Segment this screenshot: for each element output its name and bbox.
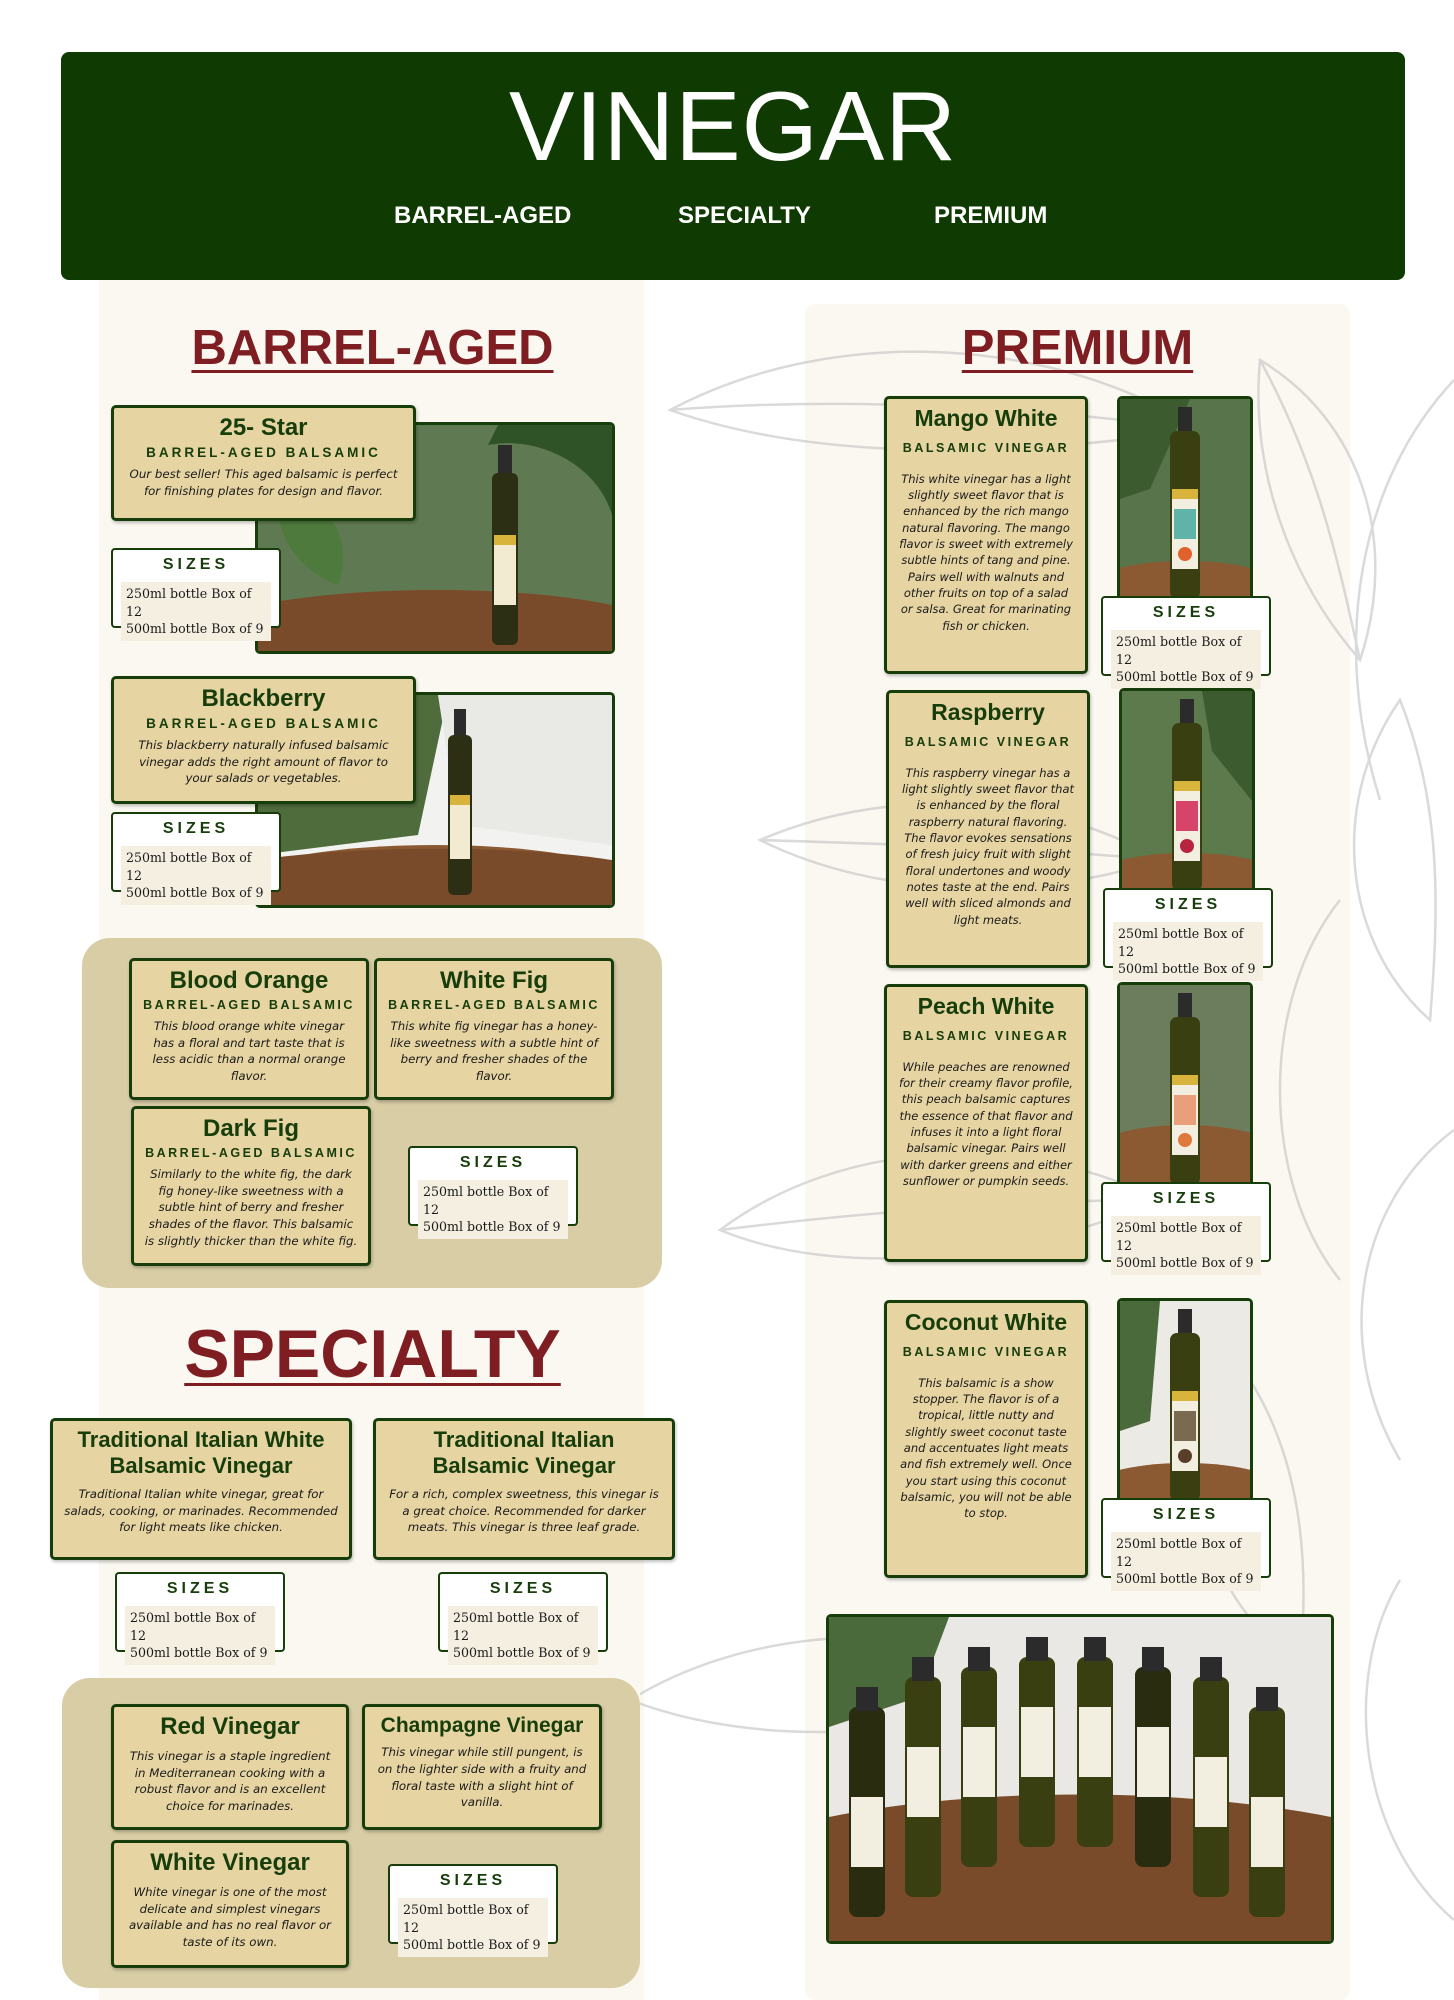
raspberry-card [886,690,1090,968]
mango-white-description: This white vinegar has a light slightly sweet flavor that is enhanced by the rich mango natural flavoring. The mango flavor is sweet with extremely subtle hints of tang and pine. Pairs well with walnuts and other fruits on top of a salad or salsa. Great for marinating fish or chicken. [899,471,1073,633]
fig-orange-sizes-box [408,1146,578,1235]
champagne-vinegar-title: Champagne Vinegar [380,1714,584,1737]
traditional-white-balsamic-description: Traditional Italian white vinegar, great for salads, cooking, or marinades. Recommended for light meats like chicken. [64,1486,338,1535]
coconut-white-sizes-box [1101,1498,1271,1587]
white-fig-description: This white fig vinegar has a honey-like sweetness with a subtle hint of berry and fresher shades of the flavor. [390,1018,598,1084]
traditional-balsamic-description: For a rich, complex sweetness, this vinegar is a great choice. Recommended for darker meats. This vinegar is three leaf grade. [389,1486,659,1535]
sizes-title: SIZES [162,820,230,837]
raspberry-sizes-box [1103,888,1273,977]
sizes-title: SIZES [489,1580,557,1597]
traditional-balsamic-card [373,1418,675,1560]
blood-orange-card [129,958,369,1100]
white-fig-title: White Fig [440,967,548,994]
size-250ml: 250ml bottle Box of 12 [423,1184,549,1217]
blackberry-description: This blackberry naturally infused balsamic vinegar adds the right amount of flavor to your salads or vegetables. [138,737,389,786]
red-vinegar-title: Red Vinegar [160,1713,300,1740]
traditional-white-sizes-box [115,1572,285,1661]
traditional-balsamic-sizes-box [438,1572,608,1661]
sizes-title: SIZES [1152,1506,1220,1523]
nav-specialty-link[interactable]: SPECIALTY [678,202,811,229]
sizes-list [121,582,271,641]
coconut-white-subtitle: BALSAMIC VINEGAR [902,1344,1070,1359]
mango-white-photo [1117,396,1253,604]
nav-barrel-aged-link[interactable]: BARREL-AGED [394,202,572,229]
coconut-white-description: This balsamic is a show stopper. The flavor is of a tropical, little nutty and slightly sweet coconut taste and accentuates light meats and fish extremely well. Once you start using this coconut balsamic, you will not be able to stop. [900,1375,1072,1521]
traditional-white-balsamic-title: Traditional Italian White Balsamic Vinegar [77,1427,325,1479]
blackberry-card [111,676,416,804]
25-star-card [111,405,416,521]
25-star-subtitle: BARREL-AGED BALSAMIC [146,444,381,460]
dark-fig-description: Similarly to the white fig, the dark fig honey-like sweetness with a subtle hint of berry and fresher shades of the flavor. This balsamic is slightly thicker than the white fig. [144,1166,358,1248]
coconut-white-title: Coconut White [904,1309,1068,1335]
blood-orange-subtitle: BARREL-AGED BALSAMIC [143,997,355,1012]
sizes-title: SIZES [1154,896,1222,913]
peach-white-card [884,984,1088,1262]
nav-premium-link[interactable]: PREMIUM [934,202,1048,229]
white-fig-card [374,958,614,1100]
dark-fig-card [131,1106,371,1266]
peach-white-photo [1117,982,1253,1190]
specialty-section-title: SPECIALTY [184,1316,561,1392]
red-champagne-white-sizes-box [388,1864,558,1953]
sizes-list [1111,630,1261,689]
peach-white-sizes-box [1101,1182,1271,1271]
mango-white-title: Mango White [914,405,1058,431]
white-vinegar-title: White Vinegar [150,1849,310,1876]
peach-white-title: Peach White [917,993,1055,1019]
coconut-white-card [884,1300,1088,1578]
size-500ml: 500ml bottle Box of 9 [1118,961,1256,977]
blackberry-title: Blackberry [201,685,326,712]
sizes-list [418,1180,568,1239]
sizes-title: SIZES [166,1580,234,1597]
white-fig-subtitle: BARREL-AGED BALSAMIC [388,997,600,1012]
mango-white-subtitle: BALSAMIC VINEGAR [902,440,1070,455]
size-500ml: 500ml bottle Box of 9 [1116,1255,1254,1271]
size-500ml: 500ml bottle Box of 9 [1116,1571,1254,1587]
sizes-list [1111,1532,1261,1591]
sizes-list [121,846,271,905]
sizes-list [448,1606,598,1665]
25-star-title: 25- Star [219,414,308,441]
size-500ml: 500ml bottle Box of 9 [1116,669,1254,685]
champagne-vinegar-card [362,1704,602,1830]
sizes-list [1111,1216,1261,1275]
size-500ml: 500ml bottle Box of 9 [403,1937,541,1953]
25-star-sizes-box [111,548,281,637]
size-250ml: 250ml bottle Box of 12 [1116,1536,1242,1569]
sizes-title: SIZES [459,1154,527,1171]
white-vinegar-card [111,1840,349,1968]
sizes-list [398,1898,548,1957]
premium-section-title: PREMIUM [961,321,1194,375]
peach-white-description: While peaches are renowned for their creamy flavor profile, this peach balsamic captures the essence of that flavor and infuses it into a light floral balsamic vinegar. Pairs well with darker greens and either sunflower or pumpkin seeds. [899,1059,1073,1188]
size-250ml: 250ml bottle Box of 12 [1118,926,1244,959]
white-vinegar-description: White vinegar is one of the most delicate and simplest vinegars available and has no real flavor or taste of its own. [128,1884,332,1950]
champagne-vinegar-description: This vinegar while still pungent, is on the lighter side with a fruity and floral taste with a slight hint of vanilla. [377,1745,587,1810]
dark-fig-subtitle: BARREL-AGED BALSAMIC [145,1145,357,1160]
raspberry-description: This raspberry vinegar has a light slightly sweet flavor that is enhanced by the floral raspberry natural flavoring. The flavor evokes sensations of fresh juicy fruit with slight floral undertones and woody notes taste at the end. Pairs well with sliced almonds and light meats. [901,765,1075,927]
size-250ml: 250ml bottle Box of 12 [130,1610,256,1643]
size-250ml: 250ml bottle Box of 12 [453,1610,579,1643]
sizes-title: SIZES [1152,1190,1220,1207]
barrel-aged-section-title: BARREL-AGED [191,321,554,375]
red-vinegar-card [111,1704,349,1830]
raspberry-title: Raspberry [931,699,1045,725]
sizes-title: SIZES [162,556,230,573]
size-500ml: 500ml bottle Box of 9 [126,885,264,901]
coconut-white-photo [1117,1298,1253,1506]
size-250ml: 250ml bottle Box of 12 [126,850,252,883]
mango-white-sizes-box [1101,596,1271,685]
traditional-balsamic-title: Traditional Italian Balsamic Vinegar [432,1427,616,1479]
size-250ml: 250ml bottle Box of 12 [1116,634,1242,667]
vinegar-collection-photo [826,1614,1334,1944]
page-title: VINEGAR [508,71,958,181]
blood-orange-description: This blood orange white vinegar has a floral and tart taste that is less acidic than a normal orange flavor. [152,1018,346,1084]
dark-fig-title: Dark Fig [202,1115,300,1142]
size-250ml: 250ml bottle Box of 12 [403,1902,529,1935]
traditional-white-balsamic-card [50,1418,352,1560]
red-vinegar-description: This vinegar is a staple ingredient in Mediterranean cooking with a robust flavor and is an excellent choice for marinades. [129,1748,331,1814]
size-500ml: 500ml bottle Box of 9 [423,1219,561,1235]
size-250ml: 250ml bottle Box of 12 [1116,1220,1242,1253]
size-500ml: 500ml bottle Box of 9 [126,621,264,637]
raspberry-subtitle: BALSAMIC VINEGAR [904,734,1072,749]
blood-orange-title: Blood Orange [169,967,329,994]
sizes-list [1113,922,1263,981]
size-500ml: 500ml bottle Box of 9 [453,1645,591,1661]
page-header [61,52,1405,280]
size-250ml: 250ml bottle Box of 12 [126,586,252,619]
sizes-title: SIZES [439,1872,507,1889]
blackberry-sizes-box [111,812,281,901]
25-star-description: Our best seller! This aged balsamic is perfect for finishing plates for design and flavor. [129,466,398,498]
size-500ml: 500ml bottle Box of 9 [130,1645,268,1661]
sizes-title: SIZES [1152,604,1220,621]
mango-white-card [884,396,1088,674]
sizes-list [125,1606,275,1665]
raspberry-photo [1119,688,1255,896]
blackberry-subtitle: BARREL-AGED BALSAMIC [146,715,381,731]
peach-white-subtitle: BALSAMIC VINEGAR [902,1028,1070,1043]
